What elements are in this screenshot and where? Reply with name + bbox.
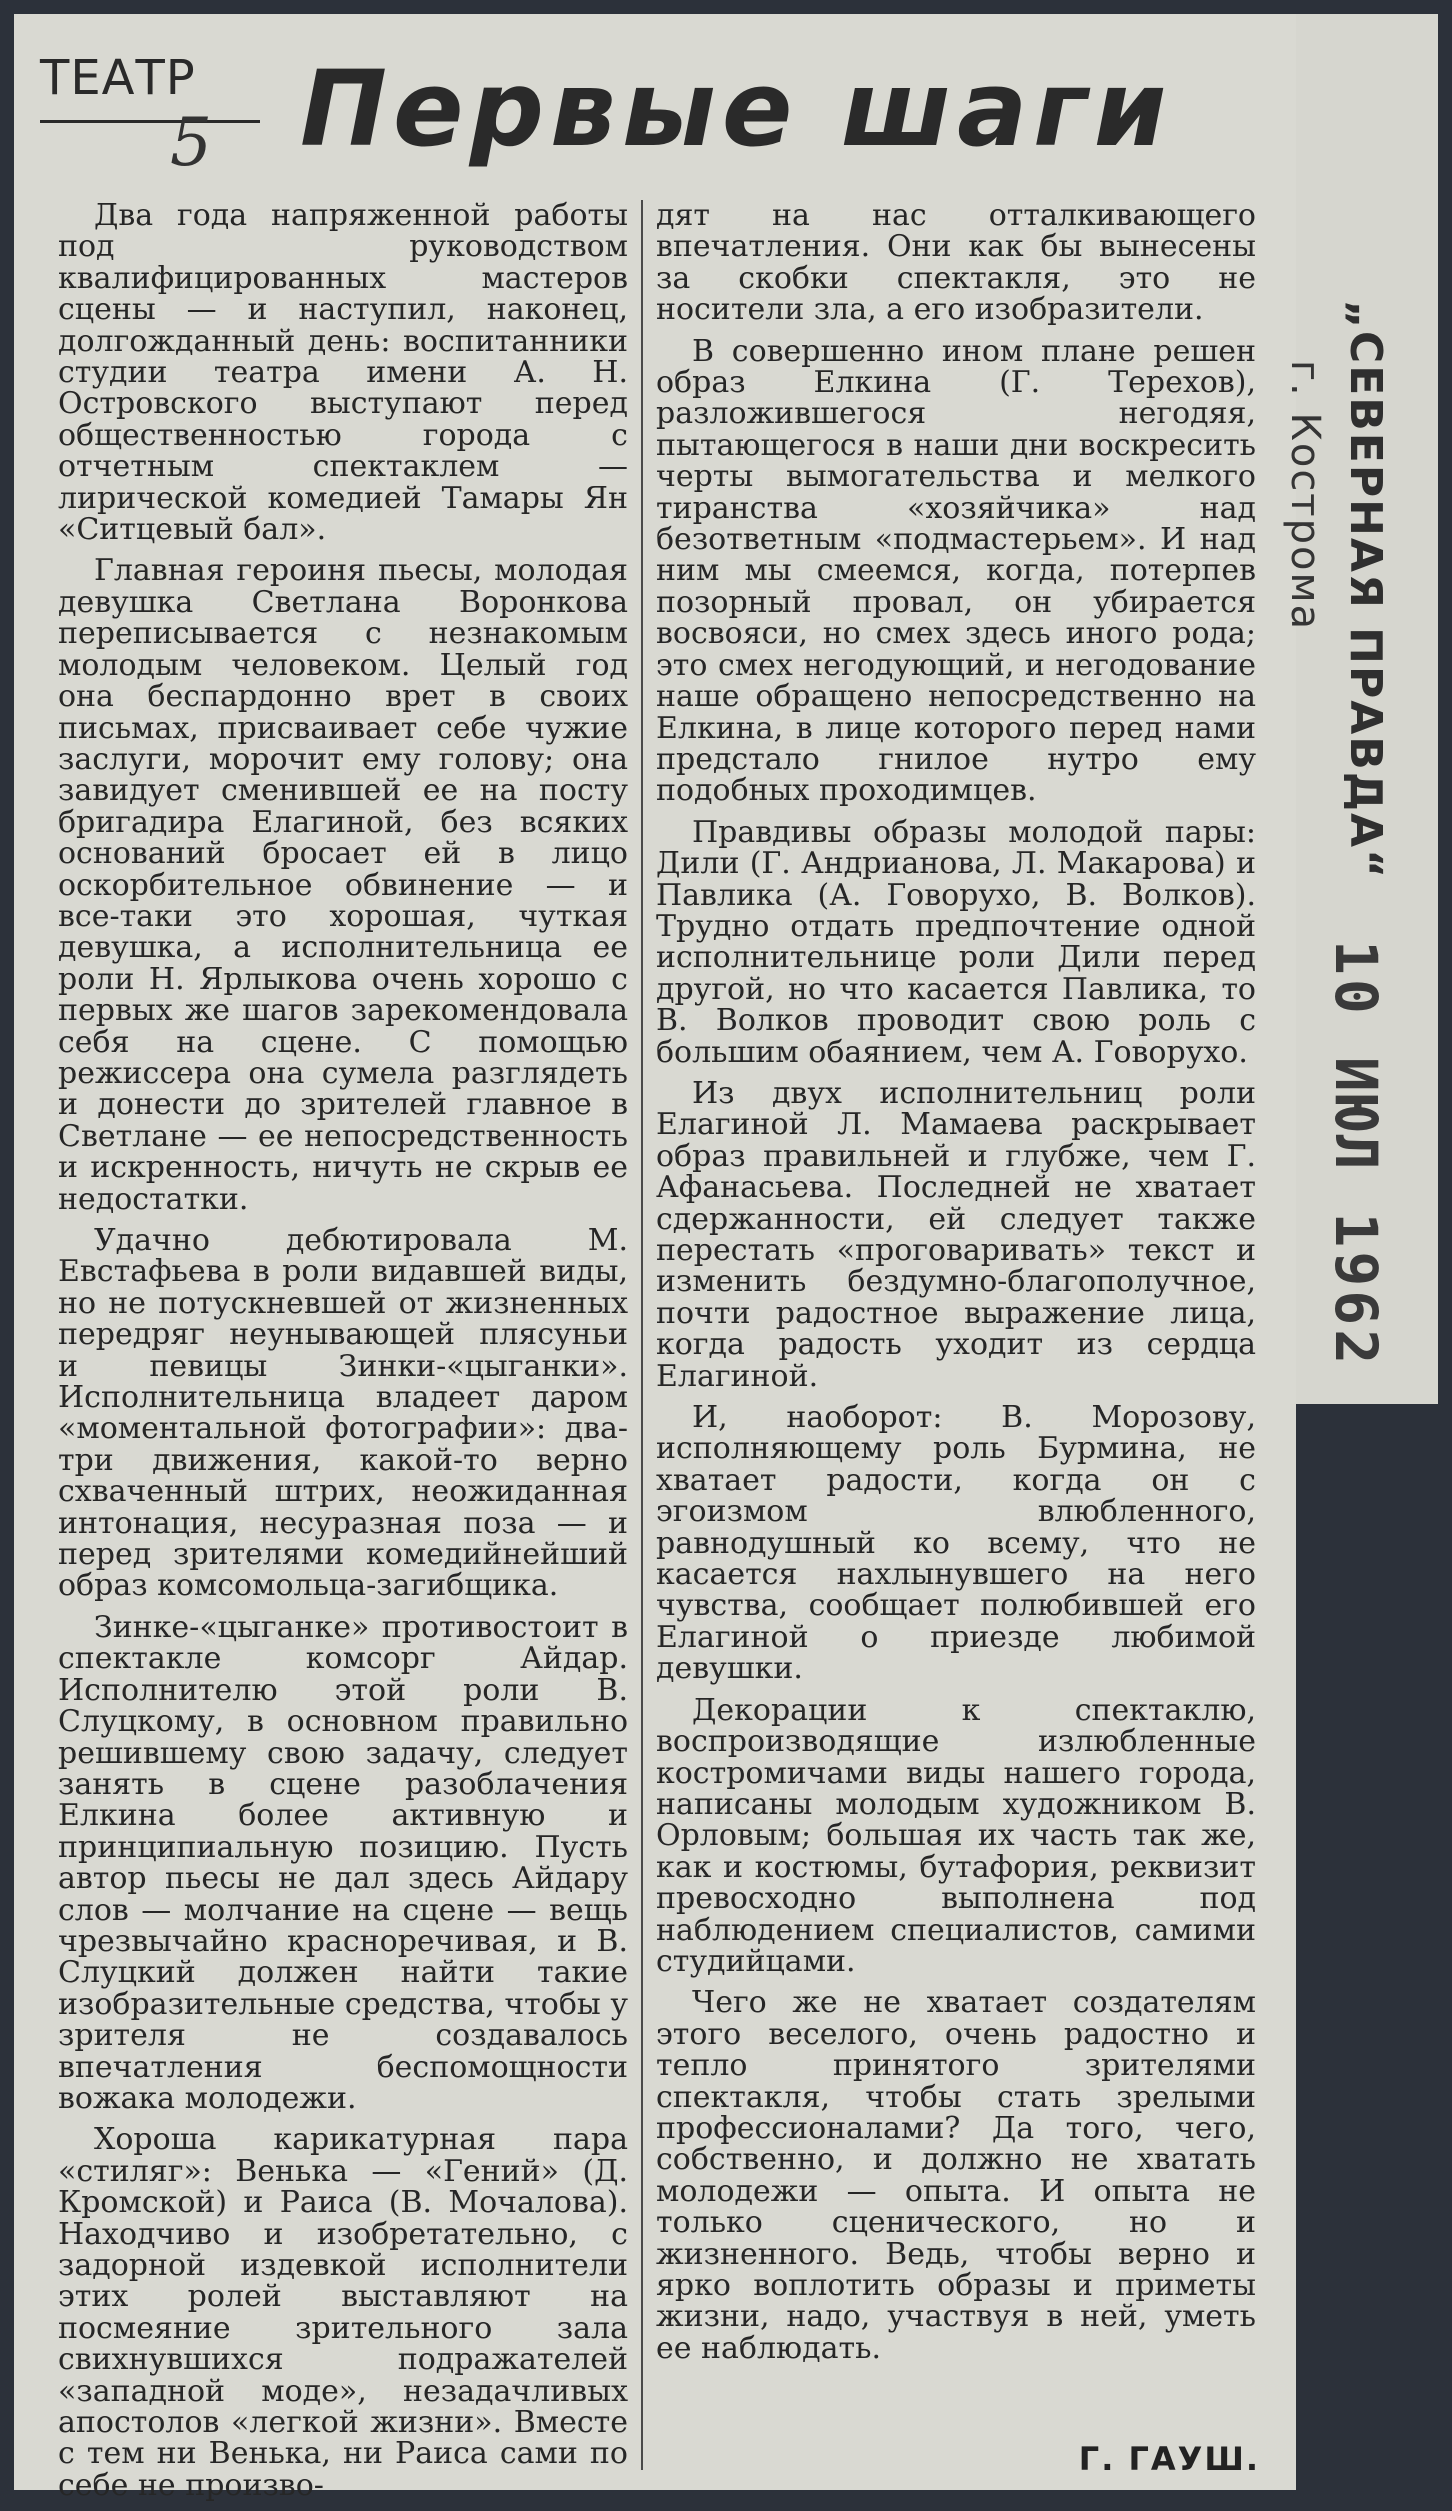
paragraph: И, наоборот: В. Морозову, исполняющему роль Бурмина, не хватает радости, когда он с эгоизмом влюбленного, равнодушный ко всему, что не касается нахлынувшего на него чувства, сообщает полюбившей его Елагиной о приезде любимой девушки. (656, 1400, 1256, 1687)
author-signature: Г. ГАУШ. (1078, 2440, 1260, 2478)
paragraph: Правдивы образы молодой пары: Дили (Г. Андрианова, Л. Макарова) и Павлика (А. Говорухо, В. Волков). Трудно отдать предпочтение одной исполнительнице роли Дили перед другой, но что касается Павлика, то В. Волков проводит свою роль с большим обаянием, чем А. Говорухо. (656, 814, 1256, 1070)
paragraph: В совершенно ином плане решен образ Елкина (Г. Терехов), разложившегося негодяя, пытающегося в наши дни воскресить черты вымогательства и мелкого тиранства «хозяйчика» над безответным «подмастерьем». И над ним мы смеемся, когда, потерпев позорный провал, он убирается восвояси, но смех здесь иного рода; это смех негодующий, и негодование наше обращено непосредственно на Елкина, в лице которого перед нами предстало гнилое нутро ему подобных проходимцев. (656, 333, 1256, 809)
article-column-2 (656, 200, 1256, 2374)
article-title: Первые шаги (300, 48, 1173, 170)
paragraph: Зинке-«цыганке» противостоит в спектакле комсорг Айдар. Исполнителю этой роли В. Слуцкому, в основном правильно решившему свою задачу, следует занять в сцене разоблачения Елкина более активную и принципиальную позицию. Пусть автор пьесы не дал здесь Айдару слов — молчание на сцене — вещь чрезвычайно красноречивая, и В. Слуцкий должен найти такие изобразительные средства, чтобы у зрителя не создавалось впечатления беспомощности вожака молодежи. (58, 1609, 628, 2116)
paragraph: Удачно дебютировала М. Евстафьева в роли видавшей виды, но не потускневшей от жизненных передряг неунывающей плясуньи и певицы Зинки-«цыганки». Исполнительница владеет даром «моментальной фотографии»: два-три движения, какой-то верно схваченный штрих, неожиданная интонация, несуразная поза — и перед зрителями комедийнейший образ комсомольца-загибщика. (58, 1223, 628, 1604)
paragraph: Из двух исполнительниц роли Елагиной Л. Мамаева раскрывает образ правильней и глубже, чем Г. Афанасьева. Последней не хватает сдержанности, ей следует также перестать «проговаривать» текст и изменить бездумно-благополучное, почти радостное выражение лица, когда радость уходит из сердца Елагиной. (656, 1075, 1256, 1394)
paragraph: дят на нас отталкивающего впечатления. Они как бы вынесены за скобки спектакля, это не носители зла, а его изобразители. (656, 198, 1256, 328)
date-stamp: 10 ИЮЛ 1962 (1322, 940, 1390, 1369)
handwritten-number: 5 (170, 104, 212, 181)
paragraph: Хороша карикатурная пара «стиляг»: Венька — «Гений» (Д. Кромской) и Раиса (В. Мочалова). Находчиво и изобретательно, с задорной издевкой исполнители этих ролей выставляют на посмеяние зрительного зала свихнувшихся подражателей «западной моде», незадачливых апостолов «легкой жизни». Вместе с тем ни Венька, ни Раиса сами по себе не произво- (58, 2122, 628, 2503)
newspaper-name-stamp: „СЕВЕРНАЯ ПРАВДА“ (1340, 300, 1391, 881)
rubric-label: ТЕАТР (40, 50, 196, 106)
paragraph: Главная героиня пьесы, молодая девушка Светлана Воронкова переписывается с незнакомым молодым человеком. Целый год она беспардонно врет в своих письмах, присваивает себе чужие заслуги, морочит ему голову; она завидует сменившей ее на посту бригадира Елагиной, без всяких оснований бросает ей в лицо оскорбительное обвинение — и все-таки это хорошая, чуткая девушка, а исполнительница ее роли Н. Ярлыкова очень хорошо с первых же шагов зарекомендовала себя на сцене. С помощью режиссера она сумела разглядеть и донести до зрителей главное в Светлане — ее непосредственность и искренность, ничуть не скрыв ее недостатки. (58, 553, 628, 1217)
article-column-1 (58, 200, 628, 2511)
paragraph: Декорации к спектаклю, воспроизводящие излюбленные костромичами виды нашего города, написаны молодым художником В. Орловым; большая их часть так же, как и костюмы, бутафория, реквизит превосходно выполнена под наблюдением специалистов, самими студийцами. (656, 1692, 1256, 1979)
paragraph: Чего же не хватает создателям этого веселого, очень радостно и тепло принятого зрителями спектакля, чтобы стать зрелыми профессионалами? Да того, чего, собственно, и должно не хватать молодежи — опыта. И опыта не только сценического, но и жизненного. Ведь, чтобы верно и ярко воплотить образы и приметы жизни, надо, участвуя в ней, уметь ее наблюдать. (656, 1985, 1256, 2366)
city-stamp: г. Кострома (1282, 360, 1328, 632)
column-divider (641, 200, 643, 2470)
paragraph: Два года напряженной работы под руководством квалифицированных мастеров сцены — и наступил, наконец, долгожданный день: воспитанники студии театра имени А. Н. Островского выступают перед общественностью города с отчетным спектаклем — лирической комедией Тамары Ян «Ситцевый бал». (58, 198, 628, 548)
section-rubric (40, 50, 270, 106)
rubric-underline (40, 120, 260, 123)
